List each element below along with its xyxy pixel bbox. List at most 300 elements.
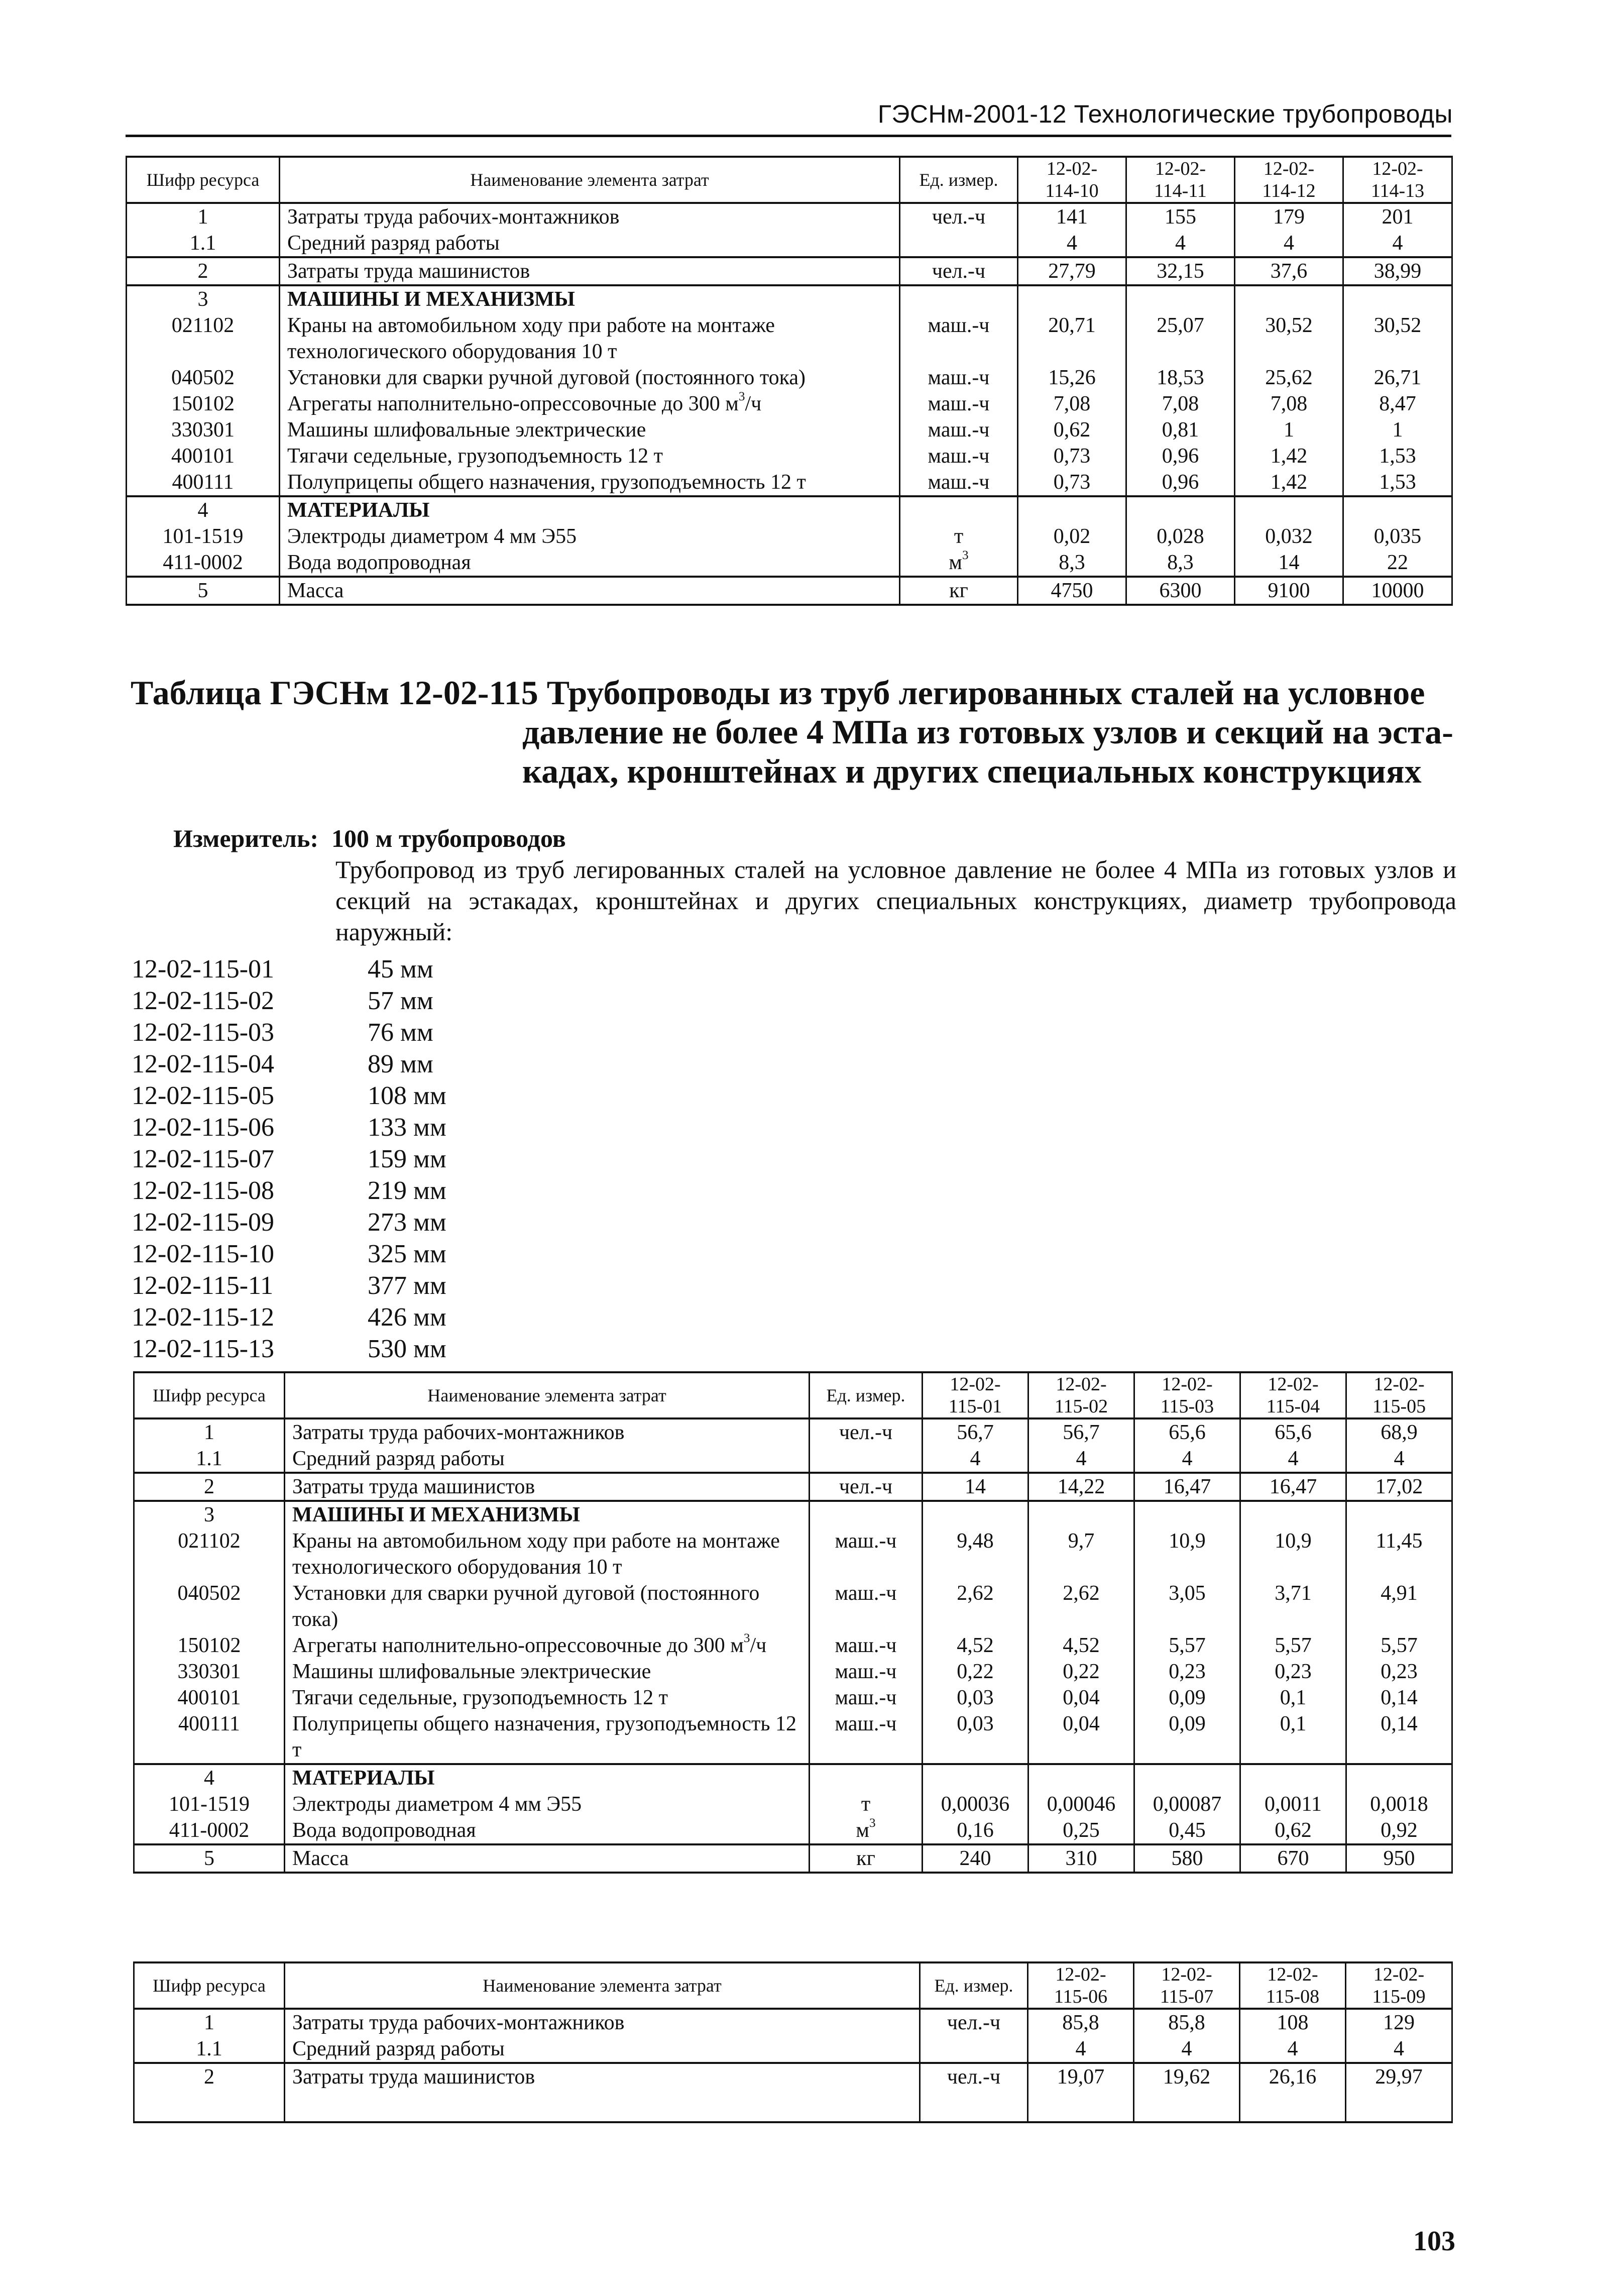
value-cell: 1,42 xyxy=(1235,443,1343,469)
pipe-diameter: 76 мм xyxy=(368,1018,433,1047)
table-row xyxy=(134,1711,1452,1764)
table-row xyxy=(127,443,1452,469)
value-cell xyxy=(1018,285,1126,312)
value-cell xyxy=(1240,1764,1346,1791)
work-description: Трубопровод из труб легированных сталей на условное давление не более 4 МПа из готовых узлов и секций на эстакадах, кронштейнах и других специальных конструкциях, диаметр трубопровода наружный: xyxy=(335,855,1456,946)
table-row xyxy=(134,1580,1452,1632)
resource-code-cell: 1 xyxy=(134,1418,285,1446)
unit-cell: чел.-ч xyxy=(810,1418,923,1446)
unit-cell: чел.-ч xyxy=(920,2009,1028,2036)
value-cell: 670 xyxy=(1240,1844,1346,1873)
cost-element-name-cell: Установки для сварки ручной дуговой (постоянного тока) xyxy=(285,1580,810,1632)
norm-code: 12-02-115-02 xyxy=(132,987,275,1015)
table-row xyxy=(127,230,1452,257)
value-cell: 4 xyxy=(1126,230,1235,257)
column-header: Ед. измер. xyxy=(920,1962,1028,2009)
value-cell xyxy=(1346,1764,1452,1791)
value-cell: 20,71 xyxy=(1018,312,1126,365)
unit-cell xyxy=(810,1764,923,1791)
norm-code: 12-02-115-09 xyxy=(132,1208,275,1237)
table-row xyxy=(127,496,1452,523)
unit-cell: $м^3$ xyxy=(900,550,1018,577)
resource-code-cell: 021102 xyxy=(134,1528,285,1580)
value-cell: 37,6 xyxy=(1235,257,1343,285)
cost-element-name-cell: Установки для сварки ручной дуговой (постоянного тока) xyxy=(280,365,900,391)
value-cell: 30,52 xyxy=(1343,312,1452,365)
norm-code: 12-02-115-03 xyxy=(132,1018,275,1047)
resource-code-cell: 400101 xyxy=(127,443,280,469)
value-cell: 0,04 xyxy=(1028,1685,1134,1711)
unit-cell: т xyxy=(810,1791,923,1817)
value-cell: 2,62 xyxy=(923,1580,1028,1632)
resource-code-cell: 1.1 xyxy=(134,2036,285,2063)
table-row xyxy=(134,2036,1452,2063)
unit-cell: чел.-ч xyxy=(900,203,1018,230)
value-cell: 4,91 xyxy=(1346,1580,1452,1632)
column-header: 12-02- 115-05 xyxy=(1346,1372,1452,1418)
unit-cell: кг xyxy=(900,577,1018,605)
table-row xyxy=(127,312,1452,365)
value-cell: 14 xyxy=(1235,550,1343,577)
value-cell: 0,09 xyxy=(1134,1711,1240,1764)
column-header: Наименование элемента затрат xyxy=(280,157,900,203)
cost-element-name-cell: Масса xyxy=(285,1844,810,1873)
value-cell: 26,16 xyxy=(1240,2063,1346,2122)
pipe-diameter: 133 мм xyxy=(368,1113,446,1142)
value-cell: 19,07 xyxy=(1028,2063,1134,2122)
value-cell: 0,00046 xyxy=(1028,1791,1134,1817)
pipe-diameter: 325 мм xyxy=(368,1240,446,1268)
value-cell: 155 xyxy=(1126,203,1235,230)
norm-code-row xyxy=(132,1301,518,1333)
table-row xyxy=(134,1528,1452,1580)
resource-code-cell: 411-0002 xyxy=(127,550,280,577)
table-row xyxy=(134,2009,1452,2036)
norm-code-row xyxy=(132,1270,518,1301)
value-cell: 4,52 xyxy=(1028,1632,1134,1659)
pipe-diameter: 530 мм xyxy=(368,1335,446,1363)
value-cell: 129 xyxy=(1346,2009,1452,2036)
cost-element-name-cell: Затраты труда машинистов xyxy=(285,2063,920,2122)
value-cell: 4 xyxy=(1343,230,1452,257)
value-cell: 9,7 xyxy=(1028,1528,1134,1580)
table-row xyxy=(127,365,1452,391)
table-row xyxy=(134,2063,1452,2122)
cost-element-name-cell: Электроды диаметром 4 мм Э55 xyxy=(280,523,900,550)
value-cell xyxy=(1346,1501,1452,1528)
unit-cell xyxy=(900,285,1018,312)
norm-code: 12-02-115-06 xyxy=(132,1113,275,1142)
table-title xyxy=(131,673,1456,791)
unit-cell xyxy=(810,1446,923,1473)
cost-element-name-cell: Вода водопроводная xyxy=(280,550,900,577)
norm-code-row xyxy=(132,1238,518,1270)
value-cell: 7,08 xyxy=(1018,391,1126,417)
resource-table-115-a xyxy=(133,1371,1453,1874)
value-cell: 19,62 xyxy=(1134,2063,1240,2122)
column-header: 12-02- 114-12 xyxy=(1235,157,1343,203)
meter-value: 100 м трубопроводов xyxy=(331,824,566,852)
resource-code-cell: 101-1519 xyxy=(127,523,280,550)
unit-cell: чел.-ч xyxy=(810,1473,923,1501)
value-cell: 16,47 xyxy=(1134,1473,1240,1501)
value-cell: 0,035 xyxy=(1343,523,1452,550)
value-cell: 141 xyxy=(1018,203,1126,230)
table-row xyxy=(127,577,1452,605)
unit-cell: маш.-ч xyxy=(810,1580,923,1632)
value-cell: 0,73 xyxy=(1018,469,1126,496)
value-cell: 22 xyxy=(1343,550,1452,577)
table-row xyxy=(134,1685,1452,1711)
norm-code-row xyxy=(132,1143,518,1175)
column-header: 12-02- 114-10 xyxy=(1018,157,1126,203)
table-row xyxy=(127,257,1452,285)
value-cell: 0,96 xyxy=(1126,443,1235,469)
pipe-diameter: 45 мм xyxy=(368,955,433,983)
value-cell: 10,9 xyxy=(1240,1528,1346,1580)
value-cell: 8,47 xyxy=(1343,391,1452,417)
value-cell: 1,53 xyxy=(1343,443,1452,469)
cost-element-name-cell: Тягачи седельные, грузоподъемность 12 т xyxy=(280,443,900,469)
value-cell: 85,8 xyxy=(1028,2009,1134,2036)
unit-cell: маш.-ч xyxy=(900,469,1018,496)
unit-cell: т xyxy=(900,523,1018,550)
resource-table-115-b xyxy=(133,1961,1453,2123)
value-cell xyxy=(1126,496,1235,523)
resource-code-cell: 3 xyxy=(127,285,280,312)
table-row xyxy=(134,1632,1452,1659)
table-row xyxy=(127,417,1452,443)
pipe-diameter: 89 мм xyxy=(368,1050,433,1078)
value-cell: 0,16 xyxy=(923,1817,1028,1844)
value-cell: 18,53 xyxy=(1126,365,1235,391)
value-cell: 15,26 xyxy=(1018,365,1126,391)
cost-element-name-cell: Затраты труда машинистов xyxy=(285,1473,810,1501)
norm-code: 12-02-115-12 xyxy=(132,1303,275,1332)
value-cell: 0,1 xyxy=(1240,1711,1346,1764)
unit-cell: маш.-ч xyxy=(810,1659,923,1685)
value-cell: 0,22 xyxy=(1028,1659,1134,1685)
value-cell: 85,8 xyxy=(1134,2009,1240,2036)
value-cell: 56,7 xyxy=(923,1418,1028,1446)
norm-code-row xyxy=(132,1080,518,1112)
column-header: 12-02- 114-13 xyxy=(1343,157,1452,203)
value-cell: 580 xyxy=(1134,1844,1240,1873)
value-cell: 0,62 xyxy=(1018,417,1126,443)
value-cell: 4 xyxy=(1346,2036,1452,2063)
value-cell: 4 xyxy=(1134,1446,1240,1473)
column-header: Ед. измер. xyxy=(810,1372,923,1418)
cost-element-name-cell: Агрегаты наполнительно-опрессовочные до 300 $м^3/ч$ xyxy=(280,391,900,417)
column-header: 12-02- 115-08 xyxy=(1240,1962,1346,2009)
cost-element-name-cell: Затраты труда рабочих-монтажников xyxy=(285,2009,920,2036)
value-cell: 0,0011 xyxy=(1240,1791,1346,1817)
value-cell xyxy=(1018,496,1126,523)
norm-code: 12-02-115-05 xyxy=(132,1081,275,1110)
value-cell: 0,62 xyxy=(1240,1817,1346,1844)
value-cell: 0,23 xyxy=(1346,1659,1452,1685)
value-cell: 0,81 xyxy=(1126,417,1235,443)
cost-element-name-cell: Краны на автомобильном ходу при работе на монтаже технологического оборудования 10 т xyxy=(285,1528,810,1580)
value-cell: 0,14 xyxy=(1346,1685,1452,1711)
cost-element-name-cell: Полуприцепы общего назначения, грузоподъемность 12 т xyxy=(280,469,900,496)
unit-cell: маш.-ч xyxy=(900,312,1018,365)
resource-code-cell: 4 xyxy=(134,1764,285,1791)
value-cell: 0,96 xyxy=(1126,469,1235,496)
value-cell: 4 xyxy=(1134,2036,1240,2063)
value-cell: 1 xyxy=(1235,417,1343,443)
cost-element-name-cell: Средний разряд работы xyxy=(285,1446,810,1473)
unit-cell xyxy=(900,230,1018,257)
value-cell: 11,45 xyxy=(1346,1528,1452,1580)
value-cell: 0,1 xyxy=(1240,1685,1346,1711)
resource-code-cell: 1.1 xyxy=(134,1446,285,1473)
value-cell: 26,71 xyxy=(1343,365,1452,391)
value-cell: 0,23 xyxy=(1134,1659,1240,1685)
value-cell: 4 xyxy=(1240,2036,1346,2063)
column-header: Шифр ресурса xyxy=(134,1372,285,1418)
norm-code: 12-02-115-01 xyxy=(132,955,275,983)
value-cell: 1,53 xyxy=(1343,469,1452,496)
resource-code-cell: 1.1 xyxy=(127,230,280,257)
value-cell: 5,57 xyxy=(1240,1632,1346,1659)
value-cell: 950 xyxy=(1346,1844,1452,1873)
value-cell: 4 xyxy=(1235,230,1343,257)
value-cell: 56,7 xyxy=(1028,1418,1134,1446)
unit-cell: маш.-ч xyxy=(900,443,1018,469)
cost-element-name-cell: Средний разряд работы xyxy=(280,230,900,257)
resource-code-cell: 2 xyxy=(127,257,280,285)
column-header: 12-02- 115-03 xyxy=(1134,1372,1240,1418)
value-cell: 2,62 xyxy=(1028,1580,1134,1632)
value-cell xyxy=(1126,285,1235,312)
norm-code: 12-02-115-07 xyxy=(132,1145,275,1173)
value-cell xyxy=(923,1501,1028,1528)
cost-element-name-cell: Вода водопроводная xyxy=(285,1817,810,1844)
value-cell xyxy=(1134,1501,1240,1528)
pipe-diameter: 57 мм xyxy=(368,987,433,1015)
table-row xyxy=(127,469,1452,496)
norm-code-list xyxy=(132,953,518,1365)
header-rule xyxy=(126,135,1451,137)
table-title-line-1: Таблица ГЭСНм 12-02-115 Трубопроводы из труб легированных сталей на условное xyxy=(131,674,1425,712)
value-cell: 4 xyxy=(1240,1446,1346,1473)
norm-code: 12-02-115-04 xyxy=(132,1050,275,1078)
value-cell: 240 xyxy=(923,1844,1028,1873)
resource-code-cell: 2 xyxy=(134,1473,285,1501)
value-cell: 0,14 xyxy=(1346,1711,1452,1764)
value-cell: 14 xyxy=(923,1473,1028,1501)
cost-element-name-cell: Тягачи седельные, грузоподъемность 12 т xyxy=(285,1685,810,1711)
column-header: 12-02- 115-07 xyxy=(1134,1962,1240,2009)
cost-element-name-cell: Электроды диаметром 4 мм Э55 xyxy=(285,1791,810,1817)
norm-code: 12-02-115-11 xyxy=(132,1271,274,1300)
value-cell: 201 xyxy=(1343,203,1452,230)
value-cell: 10000 xyxy=(1343,577,1452,605)
value-cell xyxy=(1235,285,1343,312)
value-cell: 25,62 xyxy=(1235,365,1343,391)
value-cell: 0,00036 xyxy=(923,1791,1028,1817)
norm-code-row xyxy=(132,1017,518,1048)
value-cell: 0,92 xyxy=(1346,1817,1452,1844)
table-title-line-3: кадах, кронштейнах и других специальных конструкциях xyxy=(522,752,1422,790)
resource-table-114 xyxy=(126,156,1453,606)
value-cell: 0,0018 xyxy=(1346,1791,1452,1817)
value-cell: 16,47 xyxy=(1240,1473,1346,1501)
table-row xyxy=(134,1791,1452,1817)
column-header: Наименование элемента затрат xyxy=(285,1962,920,2009)
cost-element-name-cell: МАТЕРИАЛЫ xyxy=(280,496,900,523)
unit-cell: маш.-ч xyxy=(900,417,1018,443)
cost-element-name-cell: МАШИНЫ И МЕХАНИЗМЫ xyxy=(280,285,900,312)
value-cell xyxy=(1343,496,1452,523)
value-cell: 4,52 xyxy=(923,1632,1028,1659)
resource-code-cell: 400101 xyxy=(134,1685,285,1711)
resource-code-cell: 5 xyxy=(134,1844,285,1873)
unit-cell: чел.-ч xyxy=(920,2063,1028,2122)
resource-code-cell: 5 xyxy=(127,577,280,605)
value-cell: 0,23 xyxy=(1240,1659,1346,1685)
resource-code-cell: 040502 xyxy=(134,1580,285,1632)
cost-element-name-cell: Средний разряд работы xyxy=(285,2036,920,2063)
table-row xyxy=(134,1501,1452,1528)
norm-code-row xyxy=(132,1048,518,1080)
value-cell: 0,25 xyxy=(1028,1817,1134,1844)
resource-code-cell: 400111 xyxy=(134,1711,285,1764)
resource-code-cell: 400111 xyxy=(127,469,280,496)
value-cell xyxy=(1240,1501,1346,1528)
value-cell: 0,03 xyxy=(923,1685,1028,1711)
cost-element-name-cell: Затраты труда рабочих-монтажников xyxy=(285,1418,810,1446)
column-header: Шифр ресурса xyxy=(134,1962,285,2009)
page-number: 103 xyxy=(1413,2226,1455,2257)
value-cell: 0,03 xyxy=(923,1711,1028,1764)
norm-code-row xyxy=(132,1175,518,1207)
resource-code-cell: 2 xyxy=(134,2063,285,2122)
value-cell: 310 xyxy=(1028,1844,1134,1873)
value-cell: 65,6 xyxy=(1134,1418,1240,1446)
column-header: 12-02- 115-04 xyxy=(1240,1372,1346,1418)
value-cell: 38,99 xyxy=(1343,257,1452,285)
unit-cell: маш.-ч xyxy=(810,1528,923,1580)
table-row xyxy=(127,550,1452,577)
value-cell: 29,97 xyxy=(1346,2063,1452,2122)
value-cell: 9100 xyxy=(1235,577,1343,605)
pipe-diameter: 108 мм xyxy=(368,1081,446,1110)
value-cell: 30,52 xyxy=(1235,312,1343,365)
unit-cell xyxy=(920,2036,1028,2063)
resource-code-cell: 330301 xyxy=(134,1659,285,1685)
pipe-diameter: 219 мм xyxy=(368,1176,446,1205)
unit-cell xyxy=(810,1501,923,1528)
value-cell: 68,9 xyxy=(1346,1418,1452,1446)
table-title-line-2: давление не более 4 МПа из готовых узлов и секций на эста- xyxy=(522,713,1453,751)
value-cell: 0,22 xyxy=(923,1659,1028,1685)
value-cell: 27,79 xyxy=(1018,257,1126,285)
value-cell: 108 xyxy=(1240,2009,1346,2036)
value-cell: 4 xyxy=(1028,1446,1134,1473)
cost-element-name-cell: МАШИНЫ И МЕХАНИЗМЫ xyxy=(285,1501,810,1528)
pipe-diameter: 426 мм xyxy=(368,1303,446,1332)
norm-code: 12-02-115-08 xyxy=(132,1176,275,1205)
value-cell: 5,57 xyxy=(1134,1632,1240,1659)
value-cell: 9,48 xyxy=(923,1528,1028,1580)
value-cell: 10,9 xyxy=(1134,1528,1240,1580)
table-row xyxy=(134,1817,1452,1844)
table-row xyxy=(127,203,1452,230)
norm-code-row xyxy=(132,1333,518,1365)
value-cell: 0,032 xyxy=(1235,523,1343,550)
value-cell: 3,71 xyxy=(1240,1580,1346,1632)
table-row xyxy=(134,1764,1452,1791)
norm-code-row xyxy=(132,1207,518,1238)
pipe-diameter: 377 мм xyxy=(368,1271,446,1300)
value-cell: 179 xyxy=(1235,203,1343,230)
cost-element-name-cell: Полуприцепы общего назначения, грузоподъемность 12 т xyxy=(285,1711,810,1764)
unit-cell: маш.-ч xyxy=(900,391,1018,417)
table-row xyxy=(127,523,1452,550)
cost-element-name-cell: Краны на автомобильном ходу при работе на монтаже технологического оборудования 10 т xyxy=(280,312,900,365)
resource-code-cell: 1 xyxy=(127,203,280,230)
value-cell: 4 xyxy=(1028,2036,1134,2063)
cost-element-name-cell: Затраты труда рабочих-монтажников xyxy=(280,203,900,230)
value-cell: 5,57 xyxy=(1346,1632,1452,1659)
unit-cell: маш.-ч xyxy=(810,1711,923,1764)
value-cell xyxy=(1028,1501,1134,1528)
column-header: 12-02- 115-09 xyxy=(1346,1962,1452,2009)
resource-code-cell: 040502 xyxy=(127,365,280,391)
norm-code-row xyxy=(132,1112,518,1143)
meter-label: Измеритель: xyxy=(173,824,319,852)
unit-cell: маш.-ч xyxy=(900,365,1018,391)
value-cell: 4 xyxy=(1018,230,1126,257)
value-cell xyxy=(1235,496,1343,523)
unit-cell: маш.-ч xyxy=(810,1632,923,1659)
unit-cell: чел.-ч xyxy=(900,257,1018,285)
resource-code-cell: 150102 xyxy=(127,391,280,417)
norm-code-row xyxy=(132,953,518,985)
column-header: 12-02- 115-01 xyxy=(923,1372,1028,1418)
norm-code: 12-02-115-10 xyxy=(132,1240,275,1268)
value-cell xyxy=(1134,1764,1240,1791)
value-cell: 32,15 xyxy=(1126,257,1235,285)
resource-code-cell: 101-1519 xyxy=(134,1791,285,1817)
pipe-diameter: 159 мм xyxy=(368,1145,446,1173)
value-cell: 4 xyxy=(923,1446,1028,1473)
unit-cell: кг xyxy=(810,1844,923,1873)
column-header: 12-02- 115-02 xyxy=(1028,1372,1134,1418)
table-row xyxy=(127,285,1452,312)
column-header: Ед. измер. xyxy=(900,157,1018,203)
value-cell: 17,02 xyxy=(1346,1473,1452,1501)
unit-cell xyxy=(900,496,1018,523)
value-cell: 3,05 xyxy=(1134,1580,1240,1632)
cost-element-name-cell: МАТЕРИАЛЫ xyxy=(285,1764,810,1791)
value-cell xyxy=(1028,1764,1134,1791)
cost-element-name-cell: Масса xyxy=(280,577,900,605)
table-row xyxy=(134,1446,1452,1473)
cost-element-name-cell: Агрегаты наполнительно-опрессовочные до 300 $м^3/ч$ xyxy=(285,1632,810,1659)
running-header: ГЭСНм-2001-12 Технологические трубопроводы xyxy=(877,100,1453,128)
unit-cell: $м^3$ xyxy=(810,1817,923,1844)
cost-element-name-cell: Машины шлифовальные электрические xyxy=(285,1659,810,1685)
value-cell: 8,3 xyxy=(1018,550,1126,577)
value-cell: 0,02 xyxy=(1018,523,1126,550)
resource-code-cell: 3 xyxy=(134,1501,285,1528)
value-cell: 4 xyxy=(1346,1446,1452,1473)
norm-code-row xyxy=(132,985,518,1017)
resource-code-cell: 1 xyxy=(134,2009,285,2036)
